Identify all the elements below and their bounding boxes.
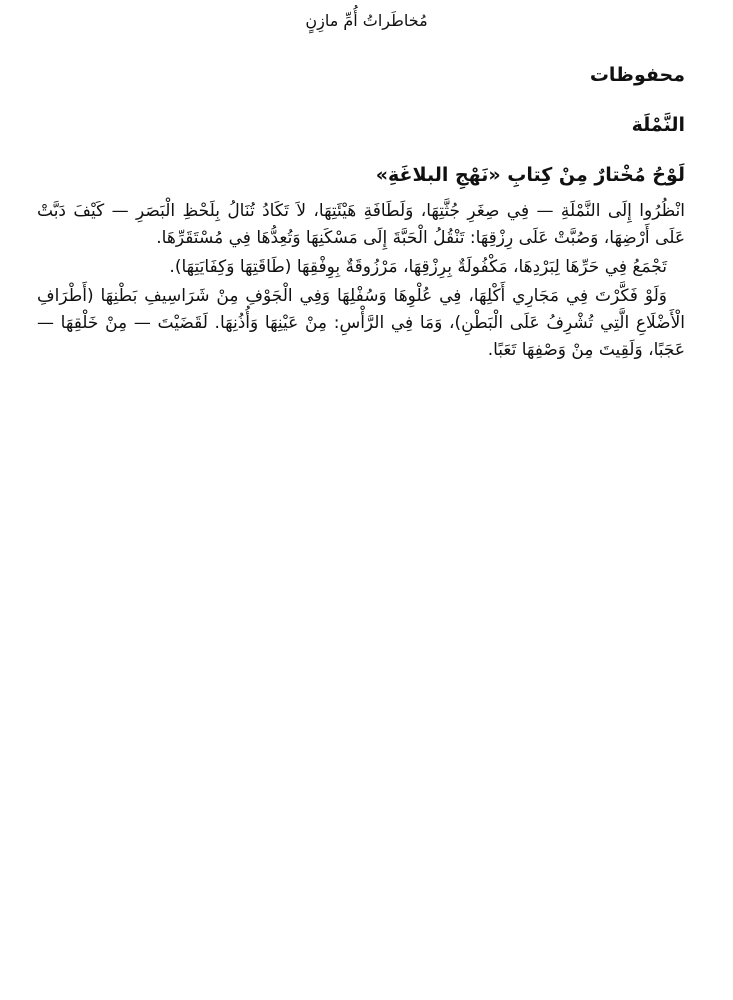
poem-title: النَّمْلَة [631,114,685,136]
paragraph-3: وَلَوْ فَكَّرْتَ فِي مَجَارِي أَكْلِهَا، فِي عُلْوِهَا وَسُفْلِهَا وَفِي الْجَوْفِ مِنْ شَرَاسِيفِ بَطْنِهَا (أَطْرَافِ الْأَضْلَاعِ الَّتِي تُشْرِفُ عَلَى الْبَطْنِ)، وَمَا فِي الرَّأْسِ: مِنْ عَيْنِهَا وَأُذُنِهَا. لَقَضَيْتَ — مِنْ خَلْقِهَا — عَجَبًا، وَلَقِيتَ مِنْ وَصْفِهَا تَعَبًا. [37,286,685,360]
body-text [37,198,685,364]
source-heading: لَوْحُ مُخْتارٌ مِنْ كِتابِ «نَهْجِ البلاغَةِ» [375,164,685,186]
running-header: مُخاطَراتُ أُمِّ مازِنٍ [305,11,428,30]
paragraph-1: انْظُرُوا إِلَى النَّمْلَةِ — فِي صِغَرِ جُثَّتِهَا، وَلَطَافَةِ هَيْئَتِهَا، لاَ تَكَادُ تُنَالُ بِلَحْظِ الْبَصَرِ — كَيْفَ دَبَّتْ عَلَى أَرْضِهَا، وَصُبَّتْ عَلَى رِزْقِهَا: تَنْقُلُ الْحَبَّةَ إِلَى مَسْكَنِهَا وَتُعِدُّهَا فِي مُسْتَقَرِّهَا. [37,201,685,248]
section-title: محفوظات [589,64,685,86]
paragraph-2: تَجْمَعُ فِي حَرِّهَا لِبَرْدِهَا، مَكْفُولَةٌ بِرِزْقِهَا، مَرْزُوقَةٌ بِوِفْقِهَا (طَاقَتِهَا وَكِفَايَتِهَا). [169,257,667,277]
